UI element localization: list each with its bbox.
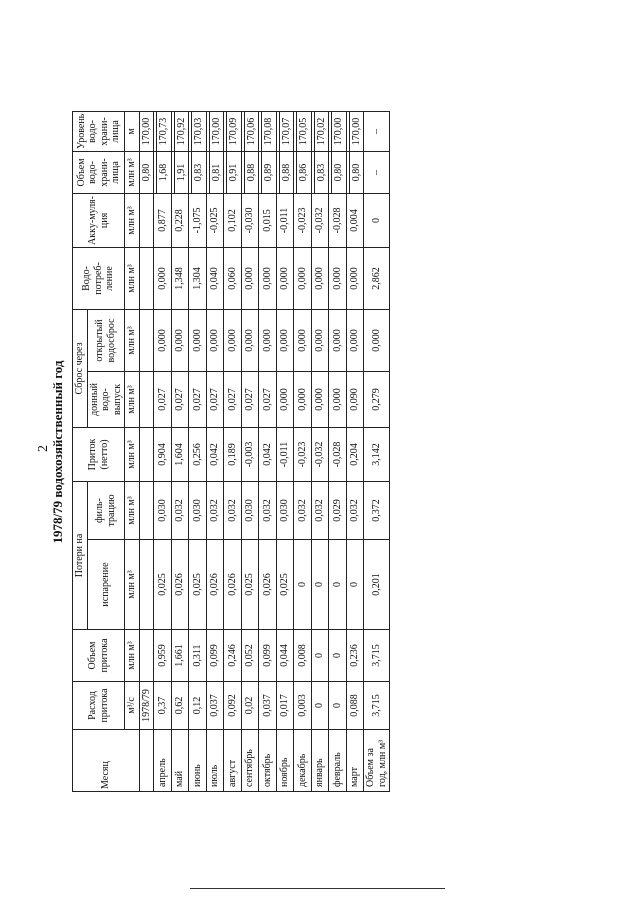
inflow-rate-header: Расход притока: [73, 682, 125, 730]
discharge-header: Сброс через: [73, 309, 88, 427]
table-row: [311, 111, 314, 791]
total-inflow-rate-cell: 3,715: [364, 682, 390, 730]
month-cell: август: [224, 730, 242, 792]
spillway-cell: 0,000: [294, 309, 312, 371]
inflow-rate-cell: 0,088: [346, 682, 364, 730]
inflow-rate-cell: 0,62: [171, 682, 189, 730]
filtration-cell: 0,032: [311, 481, 329, 539]
table-row: [276, 111, 279, 791]
month-cell: март: [346, 730, 364, 792]
spillway-cell: 0,000: [189, 309, 207, 371]
accumulation-cell: -0,023: [294, 193, 312, 247]
filtration-cell: 0,032: [294, 481, 312, 539]
inflow-volume-cell: 0,099: [206, 630, 224, 682]
spillway-cell: 0,000: [241, 309, 259, 371]
reservoir-level-cell: 170,00: [349, 111, 364, 151]
inflow-volume-cell: 0,099: [259, 630, 277, 682]
inflow-volume-unit: млн м³: [125, 630, 140, 682]
spillway-cell: 0,000: [346, 309, 364, 371]
bottom-outlet-cell: 0,027: [259, 371, 277, 427]
evaporation-cell: 0,026: [259, 540, 277, 630]
net-inflow-header: Приток (нетто): [73, 427, 125, 481]
consumption-cell: 0,000: [154, 247, 172, 309]
evaporation-unit: млн м³: [125, 540, 140, 630]
start-volume-cell: 0,80: [139, 151, 154, 193]
net-inflow-cell: -0,032: [311, 427, 329, 481]
inflow-rate-cell: 0,37: [154, 682, 172, 730]
total-evaporation-cell: 0,201: [364, 540, 390, 630]
net-inflow-unit: млн м³: [125, 427, 140, 481]
month-cell: июль: [206, 730, 224, 792]
net-inflow-cell: -0,011: [276, 427, 294, 481]
filtration-cell: 0,030: [276, 481, 294, 539]
month-cell: февраль: [329, 730, 347, 792]
total-spillway-cell: 0,000: [364, 309, 390, 371]
inflow-volume-cell: 0,044: [276, 630, 294, 682]
inflow-volume-cell: 0,008: [294, 630, 312, 682]
net-inflow-cell: -0,003: [241, 427, 259, 481]
filtration-cell: 0,032: [206, 481, 224, 539]
filtration-cell: 0,032: [346, 481, 364, 539]
page-number: 2: [36, 445, 51, 452]
reservoir-volume-cell: 0,91: [227, 151, 242, 193]
reservoir-volume-unit: млн м³: [125, 151, 140, 193]
bottom-outlet-cell: 0,027: [224, 371, 242, 427]
consumption-cell: 0,000: [276, 247, 294, 309]
reservoir-level-cell: 170,00: [209, 111, 224, 151]
reservoir-level-unit: м: [125, 111, 140, 151]
evaporation-cell: 0: [329, 540, 347, 630]
consumption-cell: 0,040: [206, 247, 224, 309]
inflow-rate-cell: 0,12: [189, 682, 207, 730]
total-row: [364, 111, 390, 791]
inflow-rate-cell: 0,037: [206, 682, 224, 730]
net-inflow-cell: -0,028: [329, 427, 347, 481]
bottom-outlet-cell: 0,027: [154, 371, 172, 427]
total-reservoir-level-cell: –: [364, 111, 390, 151]
accumulation-cell: 0,102: [224, 193, 242, 247]
reservoir-level-cell: 170,73: [157, 111, 172, 151]
net-inflow-cell: 0,189: [224, 427, 242, 481]
filtration-header: филь-трацию: [87, 481, 125, 539]
rotated-table-block: [50, 112, 390, 792]
inflow-rate-cell: 0: [311, 682, 329, 730]
consumption-cell: 0,060: [224, 247, 242, 309]
accumulation-cell: -0,032: [311, 193, 329, 247]
table-row: [346, 111, 349, 791]
evaporation-cell: 0,025: [189, 540, 207, 630]
reservoir-volume-cell: 1,68: [157, 151, 172, 193]
consumption-cell: 0,000: [329, 247, 347, 309]
month-cell: декабрь: [294, 730, 312, 792]
month-cell: сентябрь: [241, 730, 259, 792]
reservoir-volume-cell: 0,83: [192, 151, 207, 193]
spillway-header: открытый водосброс: [87, 309, 125, 371]
inflow-rate-cell: 0,092: [224, 682, 242, 730]
start-year-cell: 1978/79: [139, 682, 154, 730]
month-cell: ноябрь: [276, 730, 294, 792]
accumulation-cell: 0,015: [259, 193, 277, 247]
table-row: [189, 111, 192, 791]
page-bottom-line: [190, 888, 445, 889]
table-row: [154, 111, 157, 791]
reservoir-volume-cell: 0,80: [349, 151, 364, 193]
total-accumulation-cell: 0: [364, 193, 390, 247]
evaporation-cell: 0,026: [206, 540, 224, 630]
reservoir-level-cell: 170,02: [314, 111, 329, 151]
inflow-volume-cell: 0,959: [154, 630, 172, 682]
reservoir-volume-cell: 1,91: [174, 151, 189, 193]
month-cell: октябрь: [259, 730, 277, 792]
consumption-unit: млн м³: [125, 247, 140, 309]
total-consumption-cell: 2,862: [364, 247, 390, 309]
filtration-cell: 0,032: [259, 481, 277, 539]
consumption-cell: 1,304: [189, 247, 207, 309]
spillway-cell: 0,000: [206, 309, 224, 371]
filtration-cell: 0,032: [171, 481, 189, 539]
month-header: Месяц: [73, 730, 140, 792]
inflow-volume-cell: 0: [329, 630, 347, 682]
accumulation-cell: 0,228: [171, 193, 189, 247]
net-inflow-cell: 0,904: [154, 427, 172, 481]
start-row: [139, 111, 154, 791]
inflow-rate-cell: 0,037: [259, 682, 277, 730]
inflow-rate-unit: м³/с: [125, 682, 140, 730]
filtration-unit: млн м³: [125, 481, 140, 539]
consumption-cell: 0,000: [241, 247, 259, 309]
reservoir-level-cell: 170,03: [192, 111, 207, 151]
inflow-volume-cell: 0: [311, 630, 329, 682]
reservoir-level-cell: 170,05: [297, 111, 312, 151]
table-title: 1978/79 водохозяйственный год: [50, 360, 65, 544]
bottom-outlet-cell: 0,000: [294, 371, 312, 427]
net-inflow-cell: 0,256: [189, 427, 207, 481]
reservoir-level-cell: 170,92: [174, 111, 189, 151]
reservoir-volume-cell: 0,81: [209, 151, 224, 193]
filtration-cell: 0,032: [224, 481, 242, 539]
inflow-volume-cell: 0,246: [224, 630, 242, 682]
consumption-header: Водо-потреб-ление: [73, 247, 125, 309]
accumulation-cell: 0,004: [346, 193, 364, 247]
reservoir-volume-cell: 0,89: [262, 151, 277, 193]
net-inflow-cell: -0,023: [294, 427, 312, 481]
inflow-rate-cell: 0,003: [294, 682, 312, 730]
inflow-volume-cell: 1,661: [171, 630, 189, 682]
bottom-outlet-cell: 0,090: [346, 371, 364, 427]
net-inflow-cell: 0,042: [206, 427, 224, 481]
reservoir-volume-cell: 0,88: [279, 151, 294, 193]
total-bottom-outlet-cell: 0,279: [364, 371, 390, 427]
evaporation-cell: 0,026: [171, 540, 189, 630]
bottom-outlet-cell: 0,000: [311, 371, 329, 427]
filtration-cell: 0,029: [329, 481, 347, 539]
accumulation-cell: 0,877: [154, 193, 172, 247]
start-level-cell: 170,00: [139, 111, 154, 151]
inflow-volume-cell: 0,311: [189, 630, 207, 682]
reservoir-level-cell: 170,06: [244, 111, 259, 151]
consumption-cell: 0,000: [294, 247, 312, 309]
evaporation-cell: 0,025: [276, 540, 294, 630]
month-cell: апрель: [154, 730, 172, 792]
accumulation-unit: млн м³: [125, 193, 140, 247]
evaporation-cell: 0: [294, 540, 312, 630]
month-cell: май: [171, 730, 189, 792]
bottom-outlet-unit: млн м³: [125, 371, 140, 427]
accumulation-cell: -0,028: [329, 193, 347, 247]
table-row: [171, 111, 174, 791]
evaporation-cell: 0,025: [241, 540, 259, 630]
spillway-cell: 0,000: [276, 309, 294, 371]
losses-header: Потери на: [73, 481, 88, 629]
start-month-cell: [139, 730, 154, 792]
reservoir-volume-cell: 0,86: [297, 151, 312, 193]
table-row: [224, 111, 227, 791]
table-row: [241, 111, 244, 791]
month-cell: январь: [311, 730, 329, 792]
consumption-cell: 0,000: [346, 247, 364, 309]
filtration-cell: 0,030: [154, 481, 172, 539]
spillway-cell: 0,000: [224, 309, 242, 371]
inflow-rate-cell: 0,02: [241, 682, 259, 730]
table-row: [259, 111, 262, 791]
total-month-cell: Объем за год, млн м³: [364, 730, 390, 792]
evaporation-cell: 0,026: [224, 540, 242, 630]
spillway-cell: 0,000: [259, 309, 277, 371]
spillway-cell: 0,000: [329, 309, 347, 371]
evaporation-header: испарение: [87, 540, 125, 630]
accumulation-cell: -0,025: [206, 193, 224, 247]
accumulation-cell: -0,011: [276, 193, 294, 247]
total-reservoir-volume-cell: –: [364, 151, 390, 193]
reservoir-volume-cell: 0,80: [332, 151, 347, 193]
reservoir-volume-header: Объем водо-храни-лища: [73, 151, 125, 193]
reservoir-level-cell: 170,00: [332, 111, 347, 151]
inflow-volume-cell: 0,236: [346, 630, 364, 682]
reservoir-volume-cell: 0,83: [314, 151, 329, 193]
reservoir-level-cell: 170,07: [279, 111, 294, 151]
bottom-outlet-header: донный водо-выпуск: [87, 371, 125, 427]
reservoir-volume-cell: 0,88: [244, 151, 259, 193]
accumulation-cell: -0,030: [241, 193, 259, 247]
net-inflow-cell: 0,042: [259, 427, 277, 481]
water-balance-table: [72, 111, 390, 792]
total-filtration-cell: 0,372: [364, 481, 390, 539]
accumulation-cell: -1,075: [189, 193, 207, 247]
inflow-rate-cell: 0,017: [276, 682, 294, 730]
consumption-cell: 0,000: [259, 247, 277, 309]
filtration-cell: 0,030: [189, 481, 207, 539]
reservoir-level-cell: 170,08: [262, 111, 277, 151]
total-net-inflow-cell: 3,142: [364, 427, 390, 481]
bottom-outlet-cell: 0,027: [171, 371, 189, 427]
bottom-outlet-cell: 0,027: [206, 371, 224, 427]
reservoir-level-cell: 170,09: [227, 111, 242, 151]
inflow-volume-header: Объем притока: [73, 630, 125, 682]
inflow-rate-cell: 0: [329, 682, 347, 730]
bottom-outlet-cell: 0,000: [276, 371, 294, 427]
net-inflow-cell: 1,604: [171, 427, 189, 481]
inflow-volume-cell: 0,052: [241, 630, 259, 682]
consumption-cell: 1,348: [171, 247, 189, 309]
spillway-cell: 0,000: [311, 309, 329, 371]
net-inflow-cell: 0,204: [346, 427, 364, 481]
evaporation-cell: 0: [311, 540, 329, 630]
total-inflow-volume-cell: 3,715: [364, 630, 390, 682]
evaporation-cell: 0,025: [154, 540, 172, 630]
table-row: [206, 111, 209, 791]
bottom-outlet-cell: 0,027: [241, 371, 259, 427]
spillway-cell: 0,000: [171, 309, 189, 371]
consumption-cell: 0,000: [311, 247, 329, 309]
spillway-unit: млн м³: [125, 309, 140, 371]
evaporation-cell: 0: [346, 540, 364, 630]
filtration-cell: 0,030: [241, 481, 259, 539]
bottom-outlet-cell: 0,000: [329, 371, 347, 427]
table-row: [329, 111, 332, 791]
bottom-outlet-cell: 0,027: [189, 371, 207, 427]
spillway-cell: 0,000: [154, 309, 172, 371]
month-cell: июнь: [189, 730, 207, 792]
accumulation-header: Акку-муля-ция: [73, 193, 125, 247]
reservoir-level-header: Уровень водо-храни-лища: [73, 111, 125, 151]
table-row: [294, 111, 297, 791]
table-body: [139, 111, 390, 791]
